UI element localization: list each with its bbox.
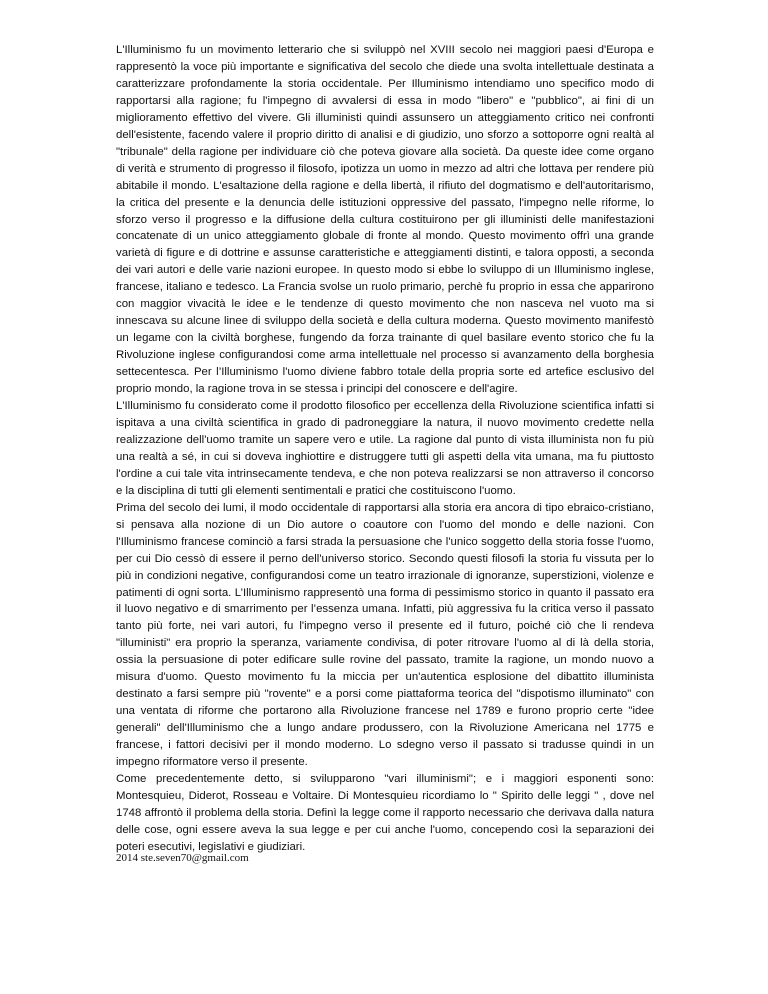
document-body [116, 42, 654, 856]
paragraph: L'Illuminismo fu un movimento letterario che si sviluppò nel XVIII secolo nei maggiori paesi d'Europa e rappresentò la voce più importante e significativa del secolo che diede una svolta intellettuale destinata a caratterizzare profondamente la storia occidentale. Per Illuminismo intendiamo uno specifico modo di rapportarsi alla ragione; fu l'impegno di avvalersi di essa in modo "libero" e "pubblico", ai fini di un miglioramento effettivo del vivere. Gli illuministi quindi assunsero un atteggiamento critico nei confronti dell'esistente, facendo valere il proprio diritto di analisi e di giudizio, uno sforzo a sottoporre ogni realtà al "tribunale" della ragione per individuare ciò che poteva giovare alla società. Da queste idee come organo di verità e strumento di progresso il filosofo, ipotizza un uomo in mezzo ad altri che lottava per rendere più abitabile il mondo. L'esaltazione della ragione e della libertà, il rifiuto del dogmatismo e dell'autoritarismo, la critica del presente e la denuncia delle istituzioni oppressive del passato, l'impegno nelle riforme, lo sforzo verso il progresso e la diffusione della cultura costituirono per gli illuministi delle manifestazioni concatenate di un unico atteggiamento globale di fronte al mondo. Questo movimento offrì una grande varietà di figure e di dottrine e assunse caratteristiche e atteggiamenti distinti, e talora opposti, a seconda dei vari autori e delle varie nazioni europee. In questo modo si ebbe lo sviluppo di un Illuminismo inglese, francese, italiano e tedesco. La Francia svolse un ruolo primario, perchè fu proprio in essa che apparirono con maggior vivacità le idee e le tendenze di questo movimento che non nasceva nel vuoto ma si innescava su alcune linee di sviluppo della società e della cultura moderna. Questo movimento manifestò un legame con la civiltà borghese, fungendo da forza trainante di quel basilare evento storico che fu la Rivoluzione inglese configurandosi come arma intellettuale nel processo si avanzamento della borghesia settecentesca. Per l’Illuminismo l'uomo diviene fabbro totale della propria sorte ed artefice esclusivo del proprio mondo, la ragione trova in se stessa i principi del conoscere e dell'agire. [116, 44, 654, 396]
paragraph: Come precedentemente detto, si svilupparono "vari illuminismi"; e i maggiori esponenti sono: Montesquieu, Diderot, Rosseau e Voltaire. Di Montesquieu ricordiamo lo " Spirito delle leggi " , dove nel 1748 affrontò il problema della storia. Definì la legge come il rapporto necessario che derivava dalla natura delle cose, ogni essere aveva la sua legge e per cui anche l'uomo, concependo così la separazioni dei poteri esecutivi, legislativi e giudiziari. [116, 772, 654, 853]
page-footer: 2014 ste.seven70@gmail.com [116, 852, 249, 864]
paragraph: L'Illuminismo fu considerato come il prodotto filosofico per eccellenza della Rivoluzione scientifica infatti si ispitava a una civiltà scientifica in grado di padroneggiare la natura, il nuovo movimento credette nella realizzazione dell'uomo tramite un sapere vero e utile. La ragione dal punto di vista illuminista non fu più una realtà a sé, in cui si doveva inghiottire e distruggere tutti gli aspetti della vita umana, ma fu piuttosto l'ordine a cui tale vita intrinsecamente tendeva, e che non poteva realizzarsi se non attraverso il concorso e la disciplina di tutti gli elementi sentimentali e pratici che costituiscono l'uomo. [116, 400, 654, 497]
paragraph: Prima del secolo dei lumi, il modo occidentale di rapportarsi alla storia era ancora di tipo ebraico-cristiano, si pensava alla nozione di un Dio autore o coautore con l'uomo del mondo e delle nazioni. Con l'Illuminismo francese cominciò a farsi strada la persuasione che l'unico soggetto della storia fosse l'uomo, per cui Dio cessò di essere il perno dell'universo storico. Secondo questi filosofi la storia fu vissuta per lo più in condizioni negative, configurandosi come un teatro irrazionale di ignoranze, superstizioni, violenze e patimenti di ogni sorta. L’Illuminismo rappresentò una forma di pessimismo storico in quanto il passato era il luovo negativo e di smarrimento per l’essenza umana. Infatti, più aggressiva fu la critica verso il passato tanto più forte, nei vari autori, fu l'impegno verso il presente ed il futuro, poiché ciò che li rendeva "illuministi" era proprio la speranza, variamente condivisa, di poter ritrovare l'uomo al di là della storia, ossia la persuasione di poter edificare sulle rovine del passato, tramite la ragione, un mondo nuovo a misura d'uomo. Questo movimento fu la miccia per un'autentica esplosione del dibattito illuminista destinato a farsi sempre più "rovente" e a porsi come piattaforma teorica del "dispotismo illuminato" con una ventata di riforme che portarono alla Rivoluzione francese nel 1789 e furono proprio certe "idee generali" dell'Illuminismo che a lungo andare produssero, con la Rivoluzione Americana nel 1775 e francese, i fattori decisivi per il mondo moderno. Lo sdegno verso il passato si tradusse quindi in un impegno riformatore verso il presente. [116, 501, 654, 769]
